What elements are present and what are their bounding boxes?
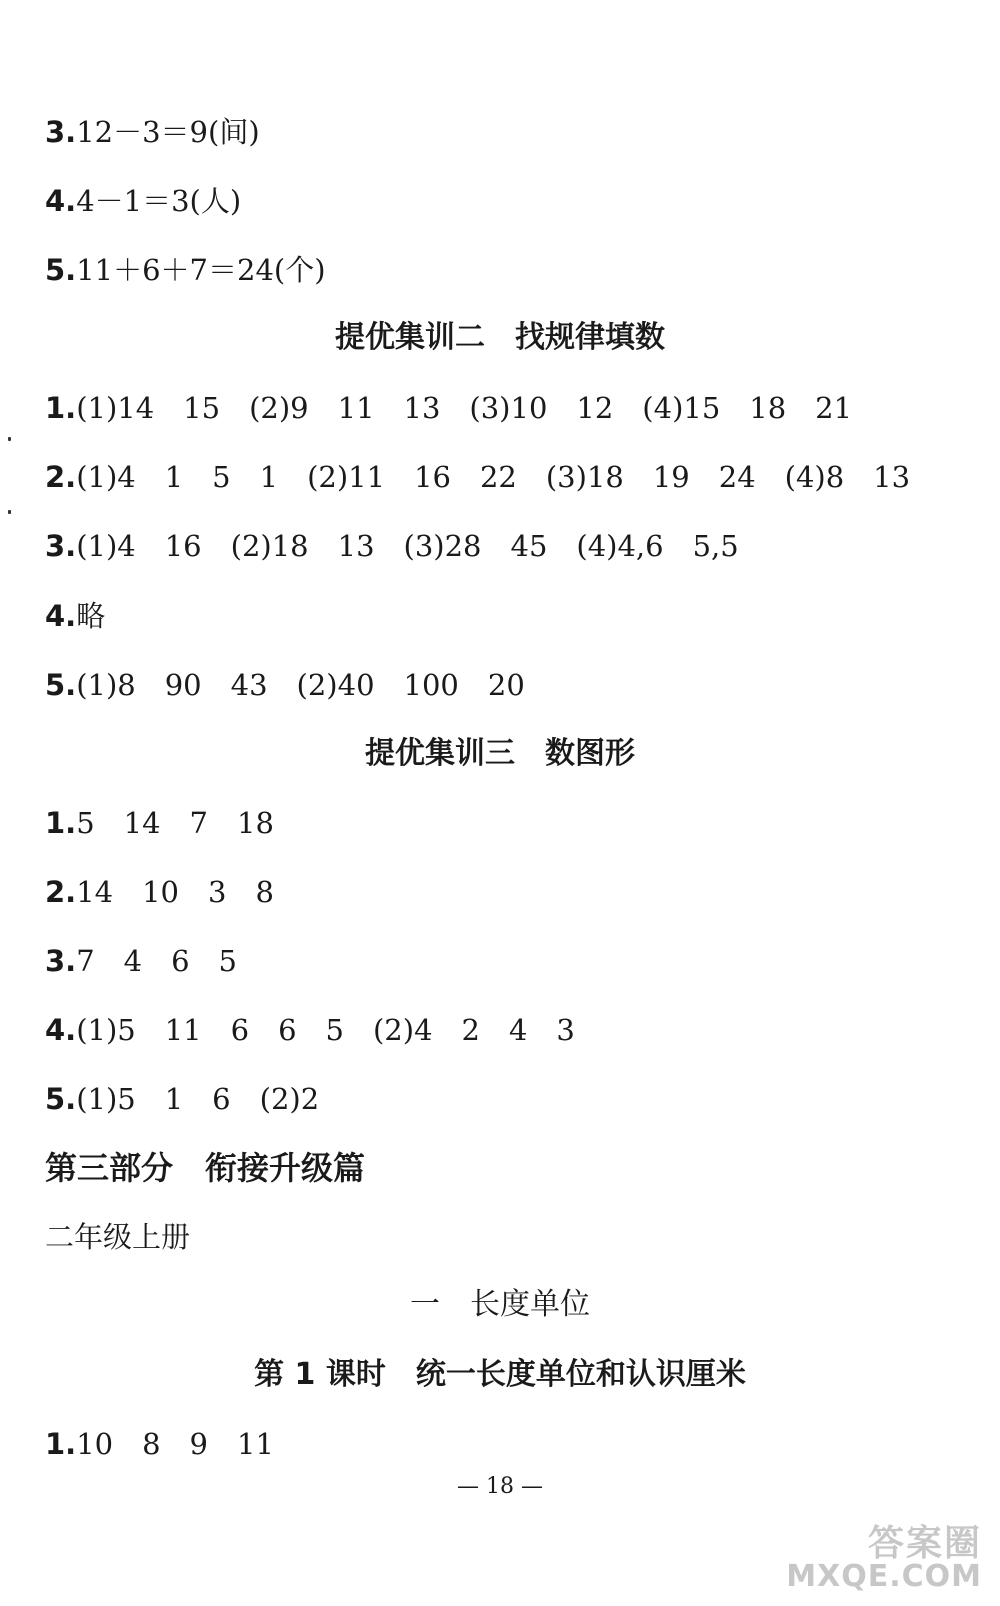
- item-answer: (1)4 16 (2)18 13 (3)28 45 (4)4,6 5,5: [76, 529, 739, 563]
- grade-label: 二年级上册: [45, 1220, 191, 1254]
- watermark: [786, 1523, 982, 1594]
- item-number: 4.: [45, 1013, 77, 1047]
- answer-item: [45, 1013, 575, 1047]
- answer-item: [45, 529, 739, 563]
- item-number: 4.: [45, 184, 77, 218]
- section-title: 提优集训三 数图形: [365, 736, 635, 771]
- item-number: 5.: [45, 668, 77, 702]
- item-answer: 14 10 3 8: [76, 875, 274, 909]
- answer-item: [45, 115, 260, 149]
- item-number: 3.: [45, 529, 77, 563]
- scan-mark: [8, 437, 11, 441]
- item-number: 3.: [45, 944, 77, 978]
- item-answer: 11＋6＋7＝24(个): [76, 253, 326, 287]
- watermark-url: MXQE.COM: [786, 1559, 982, 1594]
- item-answer: 5 14 7 18: [76, 806, 274, 840]
- item-answer: (1)14 15 (2)9 11 13 (3)10 12 (4)15 18 21: [76, 391, 853, 425]
- item-number: 5.: [45, 253, 77, 287]
- item-number: 1.: [45, 806, 77, 840]
- lesson-title: 第 1 课时 统一长度单位和认识厘米: [254, 1357, 746, 1392]
- item-number: 3.: [45, 115, 77, 149]
- item-answer: 10 8 9 11: [76, 1427, 274, 1461]
- scan-mark: [8, 510, 11, 514]
- answer-item: [45, 391, 853, 425]
- item-answer: 12－3＝9(间): [76, 115, 260, 149]
- item-number: 1.: [45, 391, 77, 425]
- answer-item: [45, 460, 911, 494]
- item-answer: 4－1＝3(人): [76, 184, 242, 218]
- answer-item: [45, 599, 106, 633]
- answer-item: [45, 944, 238, 978]
- page-number: — 18 —: [457, 1474, 543, 1499]
- item-number: 1.: [45, 1427, 77, 1461]
- section-title: 提优集训二 找规律填数: [335, 320, 665, 355]
- item-number: 2.: [45, 460, 77, 494]
- answer-item: [45, 806, 274, 840]
- answer-item: [45, 184, 242, 218]
- watermark-logo-text: 答案圈: [867, 1523, 982, 1564]
- item-number: 5.: [45, 1082, 77, 1116]
- item-answer: (1)5 1 6 (2)2: [76, 1082, 320, 1116]
- item-answer: 略: [76, 599, 106, 633]
- part-title: 第三部分 衔接升级篇: [45, 1149, 366, 1187]
- item-answer: (1)8 90 43 (2)40 100 20: [76, 668, 525, 702]
- answer-item: [45, 668, 525, 702]
- answer-item: [45, 875, 274, 909]
- answer-item: [45, 1082, 320, 1116]
- item-number: 2.: [45, 875, 77, 909]
- item-answer: 7 4 6 5: [76, 944, 238, 978]
- item-answer: (1)4 1 5 1 (2)11 16 22 (3)18 19 24 (4)8 13: [76, 460, 911, 494]
- unit-title: 一 长度单位: [410, 1287, 590, 1322]
- answer-item: [45, 1427, 274, 1461]
- item-number: 4.: [45, 599, 77, 633]
- answer-item: [45, 253, 326, 287]
- item-answer: (1)5 11 6 6 5 (2)4 2 4 3: [76, 1013, 575, 1047]
